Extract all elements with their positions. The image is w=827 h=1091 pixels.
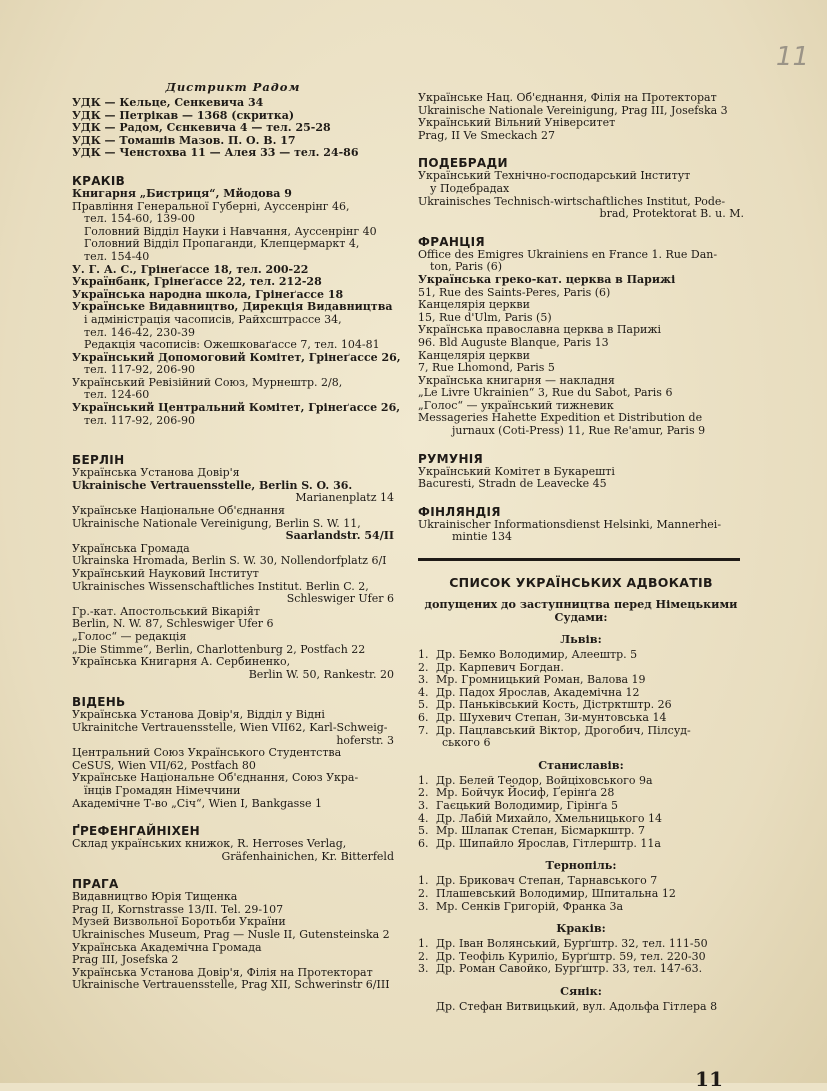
entry-line: Правління Генеральної Губерні, Аусcенрінг 46, <box>72 199 350 213</box>
entry-line: Український Вільний Університет <box>418 116 616 130</box>
entry-line: Український Центральний Комітет, Грінеґассе 26, <box>72 401 401 415</box>
entry-line: Академічне Т-во „Січ“, Wien I, Bankgasse 1 <box>72 796 322 810</box>
entry-line: Український Допомоговий Комітет, Грінеґассе 26, <box>72 350 401 364</box>
lawyer-entry <box>418 901 744 914</box>
district-list <box>72 97 394 160</box>
lawyer-number: 2. <box>418 786 429 800</box>
romania-list <box>418 466 744 491</box>
entry-line: і адміністрація часописів, Райхсштрассе 34, <box>84 312 342 326</box>
entry-line: 96. Bld Auguste Blanque, Paris 13 <box>418 335 609 349</box>
entry-line: Канцелярія церкви <box>418 348 530 362</box>
entry-line: Українбанк, Грінеґассе 22, тел. 212-28 <box>72 275 322 289</box>
entry-line: Ukrainska Hromada, Berlin S. W. 30, Nollendorfplatz 6/I <box>72 554 387 568</box>
entry-line: Saarlandstr. 54/II <box>285 529 394 543</box>
lawyer-entry <box>418 888 744 901</box>
lawyer-text: Др. Бриковач Степан, Тарнавського 7 <box>436 874 658 888</box>
city-heading: Краків: <box>556 921 606 936</box>
entry-line: „Голос“ — редакція <box>72 629 187 643</box>
entry-line: Канцелярія церкви <box>418 298 530 312</box>
finland-list <box>418 519 744 544</box>
entry-line: Prag, II Ve Smeckach 27 <box>418 128 555 142</box>
section-title-romania: РУМУНІЯ <box>418 451 484 466</box>
entry-line: Видавництво Юрія Тищенка <box>72 890 238 904</box>
entry-line: Ukrainische Vertrauensstelle, Prag XII, Schwerinstr 6/III <box>72 978 390 992</box>
left-column <box>72 80 401 992</box>
entry-line: УДК — Томашів Мазов. П. О. В. 17 <box>72 133 296 147</box>
section-divider <box>418 558 740 561</box>
entry-line: Prag II, Kornstrasse 13/II. Tel. 29-107 <box>72 902 284 916</box>
lawyers-subtitle-line-1: допущених до заступництва перед Німецькими <box>424 597 738 612</box>
section-title-podebrady: ПОДЕБРАДИ <box>418 156 508 171</box>
entry-line: Ukrainisches Museum, Prag — Nusle II, Gutensteinska 2 <box>72 928 390 942</box>
lawyer-text: Др. Падох Ярослав, Академічна 12 <box>436 685 640 699</box>
lawyer-entry <box>418 712 744 725</box>
section-title-grafenhainichen: ҐРЕФЕНГАЙНІХЕН <box>72 824 200 839</box>
entry-line: Berlin, N. W. 87, Schleswiger Ufer 6 <box>72 617 274 631</box>
city-heading: Тернопіль: <box>545 858 617 873</box>
city-heading: Сянік: <box>560 983 602 998</box>
berlin-list <box>72 467 394 681</box>
lawyer-number: 2. <box>418 886 429 900</box>
entry-line: brad, Protektorat B. u. M. <box>599 207 744 221</box>
entry-line: Гр.-кат. Апостольський Вікарія̂т <box>72 604 260 618</box>
lawyer-entry <box>418 800 744 813</box>
entry-line: Ukrainisches Wissenschaftliches Institut. Berlin C. 2, <box>72 579 369 593</box>
lawyer-number: 3. <box>418 798 429 812</box>
lawyer-entry <box>418 938 744 951</box>
france-list <box>418 249 744 438</box>
entry-line: Українська православна церква в Парижі <box>418 323 661 337</box>
lawyer-text: Мр. Бойчук Йосиф, Ґерінґа 28 <box>436 786 615 800</box>
entry-line: CeSUS, Wien VII/62, Postfach 80 <box>72 758 256 772</box>
lawyer-text: Др. Теофіль Куриліо, Бурґштр. 59, тел. 220-30 <box>436 949 706 963</box>
lawyer-entry <box>418 825 744 838</box>
entry-line: Gräfenhainichen, Kr. Bitterfeld <box>221 849 394 863</box>
lawyer-entry <box>418 649 744 662</box>
lawyer-number <box>418 1001 430 1014</box>
lawyer-text: Др. Іван Волянський, Бурґштр. 32, тел. 111-50 <box>436 937 708 951</box>
lawyer-text: Др. Пацлавський Віктор, Дрогобич, Пілсуд- <box>436 723 691 737</box>
viden-list <box>72 709 394 810</box>
entry-line: тел. 146-42, 230-39 <box>84 325 195 339</box>
lawyer-number: 6. <box>418 711 429 724</box>
lawyer-number: 2. <box>418 949 429 963</box>
prague-continued-list <box>418 92 744 142</box>
entry-line: тел. 154-40 <box>84 249 150 263</box>
entry-line: Berlin W. 50, Rankestr. 20 <box>248 667 394 681</box>
entry-line: Messageries Hahette Expedition et Distribution de <box>418 411 703 425</box>
lawyer-entry <box>418 674 744 687</box>
lawyers-list-subtitle <box>418 598 744 624</box>
entry-line: Український Науковий Інститут <box>72 567 259 580</box>
entry-line: Музей Визвольної Боротьби України <box>72 915 286 929</box>
entry-line: Українська Установа Довір'я, Філія на Протекторат <box>72 965 373 979</box>
lawyer-number: 3. <box>418 899 429 913</box>
entry-line: Українська Громада <box>72 541 190 555</box>
entry-line: Ukrainitche Vertrauensstelle, Wien VII62, Karl-Schweig- <box>72 720 388 734</box>
entry-line: jurnaux (Coti-Press) 11, Rue Re'amur, Paris 9 <box>452 424 706 438</box>
entry-line: Українська греко-кат. церква в Парижі <box>418 272 676 286</box>
entry-line: Schleswiger Ufer 6 <box>286 592 394 606</box>
lawyer-text: Мр. Шлапак Степан, Бісмаркштр. 7 <box>436 824 646 838</box>
section-title-berlin: БЕРЛІН <box>72 453 125 468</box>
entry-line: Українська народна школа, Грінеґассе 18 <box>72 287 344 301</box>
lawyer-text: Др. Шухевич Степан, Зи-мунтовська 14 <box>436 711 667 724</box>
lawyer-text: Др. Карпевич Богдан. <box>436 660 564 674</box>
lawyer-number: 3. <box>418 673 429 687</box>
section-title-praga: ПРАГА <box>72 877 119 892</box>
entry-line: УДК — Кельце, Сенкевича 34 <box>72 96 264 109</box>
lawyer-text: Др. Лабій Михайло, Хмельницького 14 <box>436 811 662 825</box>
entry-line: Українська книгарня — накладня <box>418 373 615 387</box>
lawyer-number: 4. <box>418 811 429 825</box>
section-title-krakiv: КРАКІВ <box>72 173 126 188</box>
entry-line: Ukrainischer Informationsdienst Helsinki, Mannerhei- <box>418 517 722 531</box>
lawyer-text: Др. Роман Савойко, Бурґштр. 33, тел. 147-63. <box>436 962 703 976</box>
entry-line: „Die Stimme“, Berlin, Charlottenburg 2, Postfach 22 <box>72 642 366 656</box>
entry-line: Центральний Союз Українського Студентства <box>72 746 342 760</box>
lawyer-number: 4. <box>418 685 429 699</box>
entry-line: Українське Національне Об'єднання <box>72 504 285 518</box>
entry-line: тел. 124-60 <box>84 388 150 402</box>
entry-line: Український Технічно-господарський Інститут <box>418 169 691 183</box>
section-title-france: ФРАНЦІЯ <box>418 234 485 249</box>
lawyer-text: Мр. Сенків Григорій, Франка 3а <box>436 899 624 913</box>
entry-line: у Подебрадах <box>430 181 510 195</box>
entry-line: Bacuresti, Stradn de Leavecke 45 <box>418 477 607 491</box>
page-number-handwritten: 11 <box>775 42 809 72</box>
lawyer-number: 1. <box>418 937 429 951</box>
grafenhainichen-list <box>72 838 394 863</box>
lawyer-text: Мр. Громницький Роман, Валова 19 <box>436 673 646 687</box>
lawyer-number: 1. <box>418 773 429 787</box>
entry-line: Українське Національне Об'єднання, Союз Укра- <box>72 771 359 785</box>
entry-line: Office des Emigres Ukrainiens en France 1. Rue Dan- <box>418 247 718 261</box>
lawyer-text: Гаєцький Володимир, Гірінґа 5 <box>436 798 619 812</box>
krakiv-list <box>72 186 401 427</box>
lawyer-number: 5. <box>418 698 429 712</box>
entry-line: Головний Відділ Науки і Навчання, Аусcенрінг 40 <box>84 224 377 238</box>
entry-line: тел. 117-92, 206-90 <box>84 413 195 427</box>
entry-line: „Голос“ — український тижневик <box>418 398 614 412</box>
entry-line: Головний Відділ Пропаганди, Клепцермаркт 4, <box>84 237 360 251</box>
entry-line: Ukrainisches Technisch-wirtschaftliches Institut, Pode- <box>418 194 726 208</box>
page-number-printed: 11 <box>695 1067 723 1091</box>
lawyer-number: 2. <box>418 660 429 674</box>
section-title-finland: ФІНЛЯНДІЯ <box>418 504 501 519</box>
lawyer-number: 1. <box>418 874 429 888</box>
entry-line: тел. 117-92, 206-90 <box>84 363 195 377</box>
entry-line: Ukrainische Nationale Vereinigung, Berlin S. W. 11, <box>72 516 361 530</box>
entry-line: Prag III, Josefska 2 <box>72 953 179 967</box>
entry-line: тел. 154-60, 139-00 <box>84 212 195 226</box>
lawyers-subtitle-line-2: Судами: <box>554 610 608 625</box>
entry-line: Marianenplatz 14 <box>295 491 394 505</box>
lawyer-text: Др. Паньківський Кость, Дістрктштр. 26 <box>436 698 672 712</box>
entry-line: Українська Установа Довір'я <box>72 466 240 480</box>
entry-line: mintie 134 <box>452 530 512 544</box>
lawyers-by-city <box>418 632 744 1013</box>
praga-list <box>72 891 394 992</box>
city-heading: Станиславів: <box>538 757 624 772</box>
lawyer-number: 1. <box>418 648 429 662</box>
entry-line: УДК — Ченстохва 11 — Алея 33 — тел. 24-86 <box>72 146 359 160</box>
lawyer-entry <box>418 1001 744 1014</box>
entry-line: Українська Книгарня А. Сербиненко, <box>72 655 291 669</box>
entry-line: Українська Академічна Громада <box>72 940 262 954</box>
section-title-viden: ВІДЕНЬ <box>72 695 126 710</box>
city-heading: Львів: <box>560 632 602 647</box>
lawyer-text: Плашевський Володимир, Шпитальна 12 <box>436 886 676 900</box>
entry-line: Ukrainische Nationale Vereinigung, Prag III, Josefska 3 <box>418 103 728 117</box>
lawyer-text: Др. Бемко Володимир, Алеештр. 5 <box>436 648 638 662</box>
lawyer-number: 6. <box>418 836 429 850</box>
lawyer-text: Др. Шипайло Ярослав, Гітлерштр. 11а <box>436 836 661 850</box>
entry-line: Українське Видавництво, Дирекція Видавництва <box>72 300 393 314</box>
entry-line: Книгарня „Бистриця“, Мйодова 9 <box>72 186 292 200</box>
entry-line: УДК — Петрікав — 1368 (скритка) <box>72 108 295 122</box>
lawyer-number: 3. <box>418 962 429 976</box>
entry-line: 7, Rue Lhomond, Paris 5 <box>418 361 555 375</box>
entry-line: У. Г. А. С., Грінеґассе 18, тел. 200-22 <box>72 262 309 276</box>
right-column <box>418 92 744 1014</box>
entry-line: Українське Нац. Об'єднання, Філія на Протекторат <box>418 91 717 104</box>
lawyer-entry <box>418 963 744 976</box>
district-title: Дистрикт Радом <box>165 80 301 94</box>
entry-line: „Le Livre Ukrainien“ 3, Rue du Sabot, Paris 6 <box>418 386 673 400</box>
entry-line: Склад українських книжок, R. Herroses Verlag, <box>72 837 347 851</box>
entry-line: Українська Установа Довір'я, Відділ у Відні <box>72 708 325 722</box>
entry-line: Редакція часописів: Ожешковаґассе 7, тел. 104-81 <box>84 338 380 352</box>
entry-line: УДК — Радом, Сєнкевича 4 — тел. 25-28 <box>72 121 331 135</box>
lawyers-list-title: СПИСОК УКРАЇНСЬКИХ АДВОКАТІВ <box>449 575 713 591</box>
entry-line: hoferstr. 3 <box>336 733 394 747</box>
lawyer-entry-continuation: ського 6 <box>442 736 491 750</box>
entry-line: ton, Paris (6) <box>430 260 503 274</box>
lawyer-number: 7. <box>418 723 429 737</box>
lawyer-entry <box>418 838 744 851</box>
lawyer-text: Др. Белей Теодор, Войціховського 9а <box>436 773 653 787</box>
entry-line: 15, Rue d'Ulm, Paris (5) <box>418 310 552 324</box>
lawyer-text: Др. Стефан Витвицький, вул. Адольфа Гітлера 8 <box>436 999 718 1013</box>
entry-line: Український Комітет в Букарешті <box>418 464 615 478</box>
lawyer-number: 5. <box>418 824 429 838</box>
entry-line: 51, Rue des Saints-Peres, Paris (6) <box>418 285 611 299</box>
entry-line: Ukrainische Vertrauensstelle, Berlin S. O. 36. <box>72 478 353 492</box>
entry-line: Український Ревізійний Союз, Мурнештр. 2/8, <box>72 375 343 389</box>
entry-line: їнців Громадян Німеччини <box>84 783 241 797</box>
podebrady-list <box>418 170 744 220</box>
